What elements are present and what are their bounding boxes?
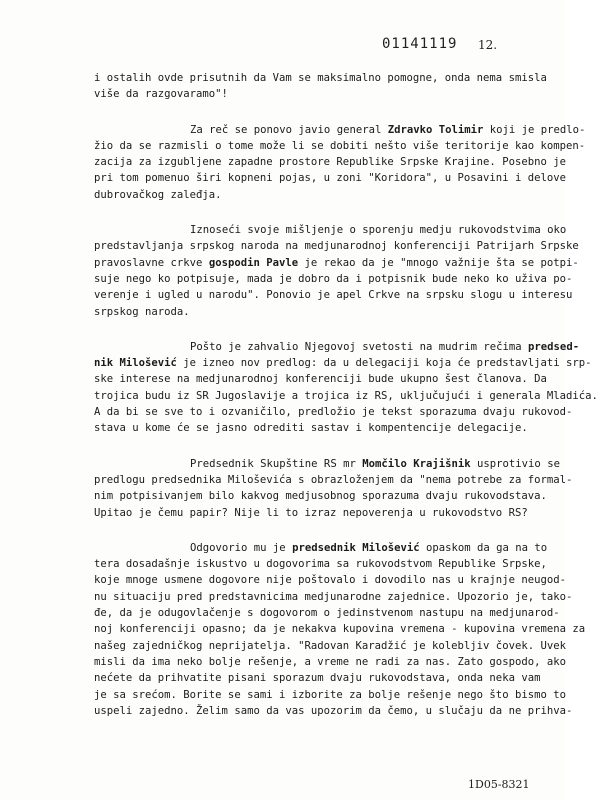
document-body: [94, 70, 598, 738]
text-run: nim potpisivanjem bilo kakvog medjusobnog sporazuma dvaju rukovodstava.: [94, 490, 547, 503]
text-line: [94, 572, 566, 588]
text-run: je sa srećom. Borite se sami i izborite za bolje rešenje nego što bismo to: [94, 688, 566, 701]
bold-name: predsed-: [528, 340, 580, 353]
text-line: [94, 687, 566, 703]
text-run: koje mnoge usmene dogovore nije poštovalo i dovodilo nas u krajnje neugod-: [94, 574, 566, 587]
text-line: [94, 540, 548, 556]
text-line: [94, 670, 541, 686]
paragraph: [94, 540, 586, 719]
paragraph: [94, 122, 586, 203]
text-run: đe, da je odugovlačenje s dogovorom o jedinstvenom nastupu na medjunarod-: [94, 607, 560, 620]
bold-name: predsednik Milošević: [292, 541, 420, 554]
text-run: zacija za izgubljene zapadne prostore Republike Srpske Krajine. Posebno je: [94, 156, 566, 169]
text-line: [94, 271, 573, 287]
text-run: verenje i ugled u narodu". Ponovio je apel Crkve na srpsku slogu u interesu: [94, 289, 573, 302]
text-line: [94, 556, 547, 572]
text-run: suje nego ko potpisuje, mada je dobro da i potpisnik bude neko ko uživa po-: [94, 272, 573, 285]
text-run: pravoslavne crkve: [94, 256, 209, 269]
text-run: Upitao je čemu papir? Nije li to izraz nepoverenja u rukovodstvo RS?: [94, 506, 528, 519]
text-run: Pošto je zahvalio Njegovoj svetosti na mudrim rečima: [190, 340, 529, 353]
text-line: [94, 589, 573, 605]
text-run: srpskog naroda.: [94, 305, 190, 318]
page-number: 12.: [478, 38, 498, 52]
text-run: A da bi se sve to i ozvaničilo, predložio je tekst sporazuma dvaju rukovod-: [94, 406, 573, 419]
text-run: Predsednik Skupštine RS mr: [190, 457, 363, 470]
text-run: uspeli zajedno. Želim samo da vas upozorim da čemo, u slučaju da ne prihva-: [94, 704, 573, 717]
text-run: je izneo nov predlog: da u delegaciji koja će predstavljati srp-: [176, 357, 592, 370]
text-run: misli da ima neko bolje rešenje, a vreme ne radi za nas. Zato gospodo, ako: [94, 655, 566, 668]
text-run: usprotivio se: [470, 457, 560, 470]
text-line: [94, 388, 598, 404]
text-line: [94, 86, 534, 102]
text-line: [94, 621, 586, 637]
paragraph: [94, 339, 598, 437]
text-run: pri tom pomenuo širi kopneni pojas, u zoni "Koridora", u Posavini i delove: [94, 172, 566, 185]
text-line: [94, 238, 579, 254]
reference-code: 1D05-8321: [468, 778, 530, 791]
document-number: 01141119: [382, 36, 458, 52]
text-run: dubrovačkog zaleđja.: [94, 188, 222, 201]
text-run: više da razgovaramo"!: [94, 88, 228, 101]
text-run: stava u kome će se jasno odrediti sastav i kompentencije delegacije.: [94, 422, 528, 435]
text-run: nećete da prihvatite pisani sporazum dvaju rukovodstava, onda neka vam: [94, 672, 541, 685]
text-run: našeg zajedničkog neprijatelja. "Radovan Karadžić je kolebljiv čovek. Uvek: [94, 639, 566, 652]
text-run: Za reč se ponovo javio general: [190, 123, 388, 136]
text-run: noj konferenciji opasno; da je nekakva kupovina vremena - kupovina vremena za: [94, 623, 586, 636]
text-line: [94, 654, 566, 670]
text-line: [94, 287, 573, 303]
text-line: [94, 371, 547, 387]
text-run: predlogu predsednika Miloševića s obrazloženjem da "nema potrebe za formal-: [94, 473, 573, 486]
paragraph: [94, 222, 579, 320]
bold-name: gospodin Pavle: [208, 256, 299, 269]
text-run: i ostalih ovde prisutnih da Vam se maksimalno pomogne, onda nema smisla: [94, 72, 547, 84]
text-line: [94, 488, 547, 504]
text-line: [94, 138, 586, 154]
text-line: [94, 122, 586, 138]
text-line: [94, 304, 534, 320]
text-line: [94, 355, 592, 371]
text-run: tera dosadašnje iskustvo u dogovorima sa rukovodstvom Republike Srpske,: [94, 558, 547, 571]
paragraph: [94, 456, 573, 521]
text-run: Odgovorio mu je: [190, 541, 293, 554]
text-line: [94, 456, 560, 472]
text-line: [94, 605, 560, 621]
text-line: [94, 222, 567, 238]
text-run: nu situaciju pred predstavnicima medjunarodne zajednice. Upozorio je, tako-: [94, 590, 573, 603]
text-run: Iznoseći svoje mišljenje o sporenju medju rukovodstvima oko: [190, 224, 567, 237]
text-line: [94, 339, 580, 355]
text-line: [94, 255, 579, 271]
bold-name: Zdravko Tolimir: [387, 123, 484, 136]
text-line: [94, 170, 566, 186]
paragraph: [94, 70, 547, 103]
text-run: predstavljanja srpskog naroda na medjunarodnoj konferenciji Patrijarh Srpske: [94, 240, 579, 253]
text-line: [94, 420, 534, 436]
text-run: koji je predlo-: [483, 123, 586, 136]
text-line: [94, 70, 547, 86]
text-line: [94, 703, 573, 719]
text-run: trojica budu iz SR Jugoslavije a trojica iz RS, uključujući i generala Mladića.: [94, 389, 598, 402]
text-line: [94, 187, 534, 203]
text-run: je rekao da je "mnogo važnije šta se potpi-: [298, 256, 579, 269]
text-line: [94, 404, 573, 420]
text-line: [94, 505, 534, 521]
bold-name: nik Milošević: [94, 357, 177, 370]
text-line: [94, 472, 573, 488]
text-run: opaskom da ga na to: [419, 541, 548, 554]
text-run: ske interese na medjunarodnoj konferenciji bude ukupno šest članova. Da: [94, 373, 547, 386]
text-run: žio da se razmisli o tome može li se dobiti nešto više teritorije kao kompen-: [94, 139, 586, 152]
bold-name: Momčilo Krajišnik: [362, 457, 471, 470]
text-line: [94, 638, 566, 654]
text-line: [94, 154, 566, 170]
